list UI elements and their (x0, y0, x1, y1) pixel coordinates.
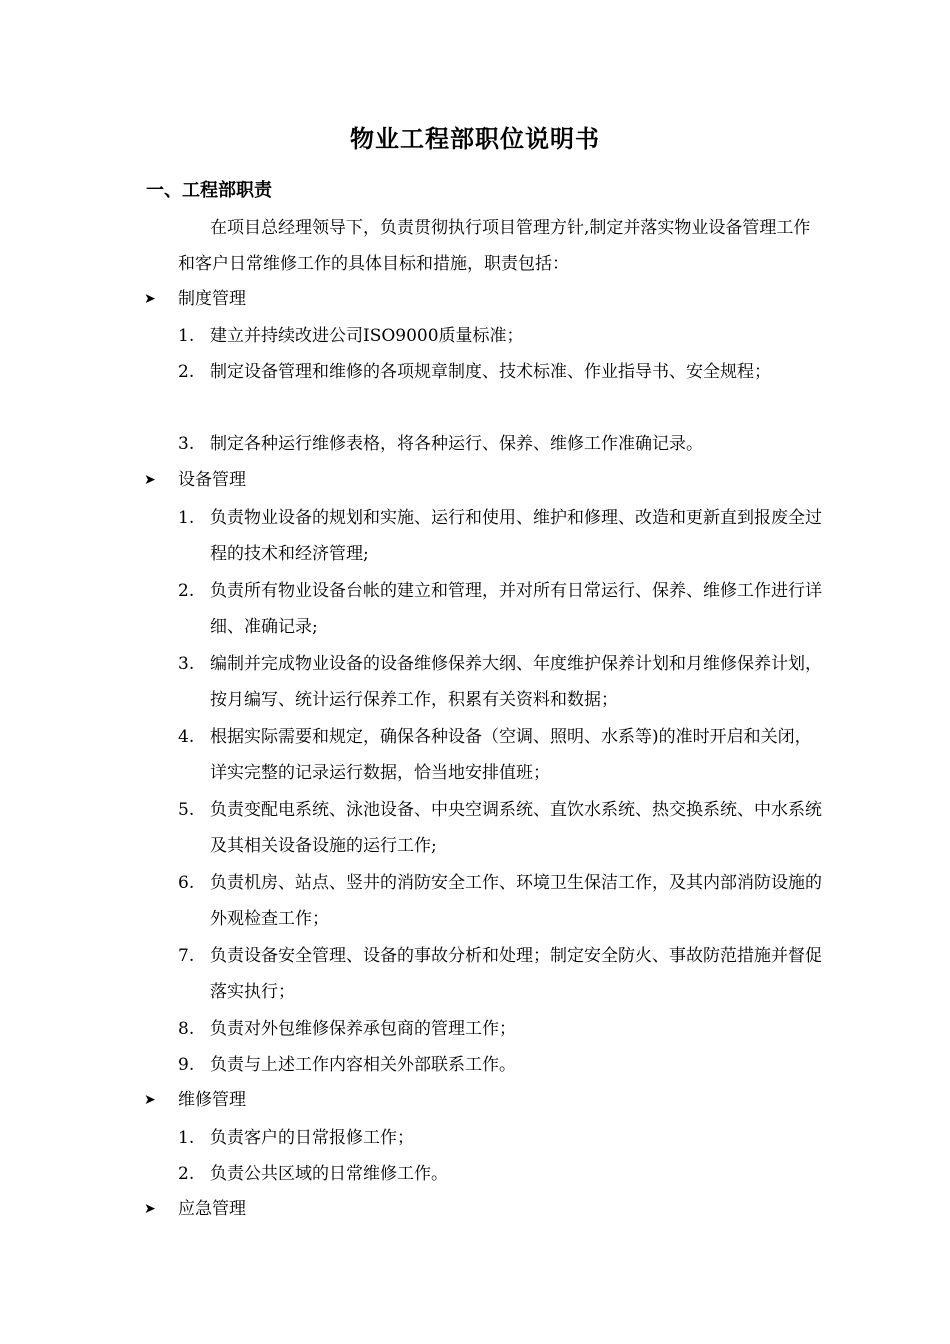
list-item (178, 646, 828, 718)
item-text: 负责物业设备的规划和实施、运行和使用、维护和修理、改造和更新直到报废全过程的技术和经济管理; (210, 508, 822, 564)
item-text: 制定设备管理和维修的各项规章制度、技术标准、作业指导书、安全规程； (210, 362, 771, 382)
item-text: 负责设备安全管理、设备的事故分析和处理；制定安全防火、事故防范措施并督促落实执行； (210, 946, 822, 1002)
arrowhead-bullet-icon: ➤ (144, 1092, 156, 1108)
item-text: 建立并持续改进公司ISO9000质量标准； (210, 326, 524, 346)
list-item (178, 500, 828, 572)
list-item (178, 573, 828, 645)
item-number: 1. (178, 326, 195, 346)
group-heading-equipment (144, 465, 246, 495)
group-heading-system (144, 284, 246, 314)
item-text: 负责对外包维修保养承包商的管理工作； (210, 1019, 516, 1039)
item-number: 6. (178, 873, 195, 893)
list-item (178, 1120, 828, 1156)
item-number: 3. (178, 654, 195, 674)
group-heading-emergency (144, 1194, 246, 1224)
item-number: 9. (178, 1055, 195, 1075)
arrowhead-bullet-icon: ➤ (144, 291, 156, 307)
item-number: 4. (178, 727, 195, 747)
item-number: 3. (178, 434, 195, 454)
list-item (178, 792, 828, 864)
group-heading-label: 应急管理 (178, 1199, 246, 1219)
item-text: 负责公共区域的日常维修工作。 (210, 1164, 448, 1184)
group-heading-maintenance (144, 1085, 246, 1115)
arrowhead-bullet-icon: ➤ (144, 472, 156, 488)
list-item (178, 354, 828, 390)
item-number: 1. (178, 508, 195, 528)
item-text: 负责所有物业设备台帐的建立和管理，并对所有日常运行、保养、维修工作进行详细、准确记录; (210, 581, 822, 637)
item-text: 根据实际需要和规定，确保各种设备（空调、照明、水系等)的准时开启和关闭，详实完整的记录运行数据，恰当地安排值班； (210, 727, 812, 783)
list-item (178, 318, 828, 354)
item-text: 负责客户的日常报修工作； (210, 1128, 414, 1148)
arrowhead-bullet-icon: ➤ (144, 1201, 156, 1217)
list-item (178, 865, 828, 937)
group-heading-label: 维修管理 (178, 1090, 246, 1110)
item-text: 负责与上述工作内容相关外部联系工作。 (210, 1055, 516, 1075)
list-item (178, 1047, 828, 1083)
section-heading: 一、工程部职责 (146, 180, 272, 201)
intro-paragraph: 在项目总经理领导下，负责贯彻执行项目管理方针,制定并落实物业设备管理工作和客户日常维修工作的具体目标和措施，职责包括： (178, 218, 811, 274)
item-number: 2. (178, 362, 195, 382)
item-number: 8. (178, 1019, 195, 1039)
list-item (178, 1011, 828, 1047)
group-heading-label: 制度管理 (178, 289, 246, 309)
document-title: 物业工程部职位说明书 (350, 125, 600, 153)
list-item (178, 426, 828, 462)
list-item (178, 938, 828, 1010)
item-number: 1. (178, 1128, 195, 1148)
item-text: 负责机房、站点、竖井的消防安全工作、环境卫生保洁工作，及其内部消防设施的外观检查工作； (210, 873, 822, 929)
list-item (178, 719, 828, 791)
item-number: 2. (178, 581, 195, 601)
item-number: 5. (178, 800, 195, 820)
item-text: 编制并完成物业设备的设备维修保养大纲、年度维护保养计划和月维修保养计划，按月编写、统计运行保养工作，积累有关资料和数据； (210, 654, 822, 710)
list-item (178, 1156, 828, 1192)
item-number: 2. (178, 1164, 195, 1184)
item-text: 制定各种运行维修表格，将各种运行、保养、维修工作准确记录。 (210, 434, 703, 454)
group-heading-label: 设备管理 (178, 470, 246, 490)
item-number: 7. (178, 946, 195, 966)
item-text: 负责变配电系统、泳池设备、中央空调系统、直饮水系统、热交换系统、中水系统及其相关设备设施的运行工作; (210, 800, 822, 856)
